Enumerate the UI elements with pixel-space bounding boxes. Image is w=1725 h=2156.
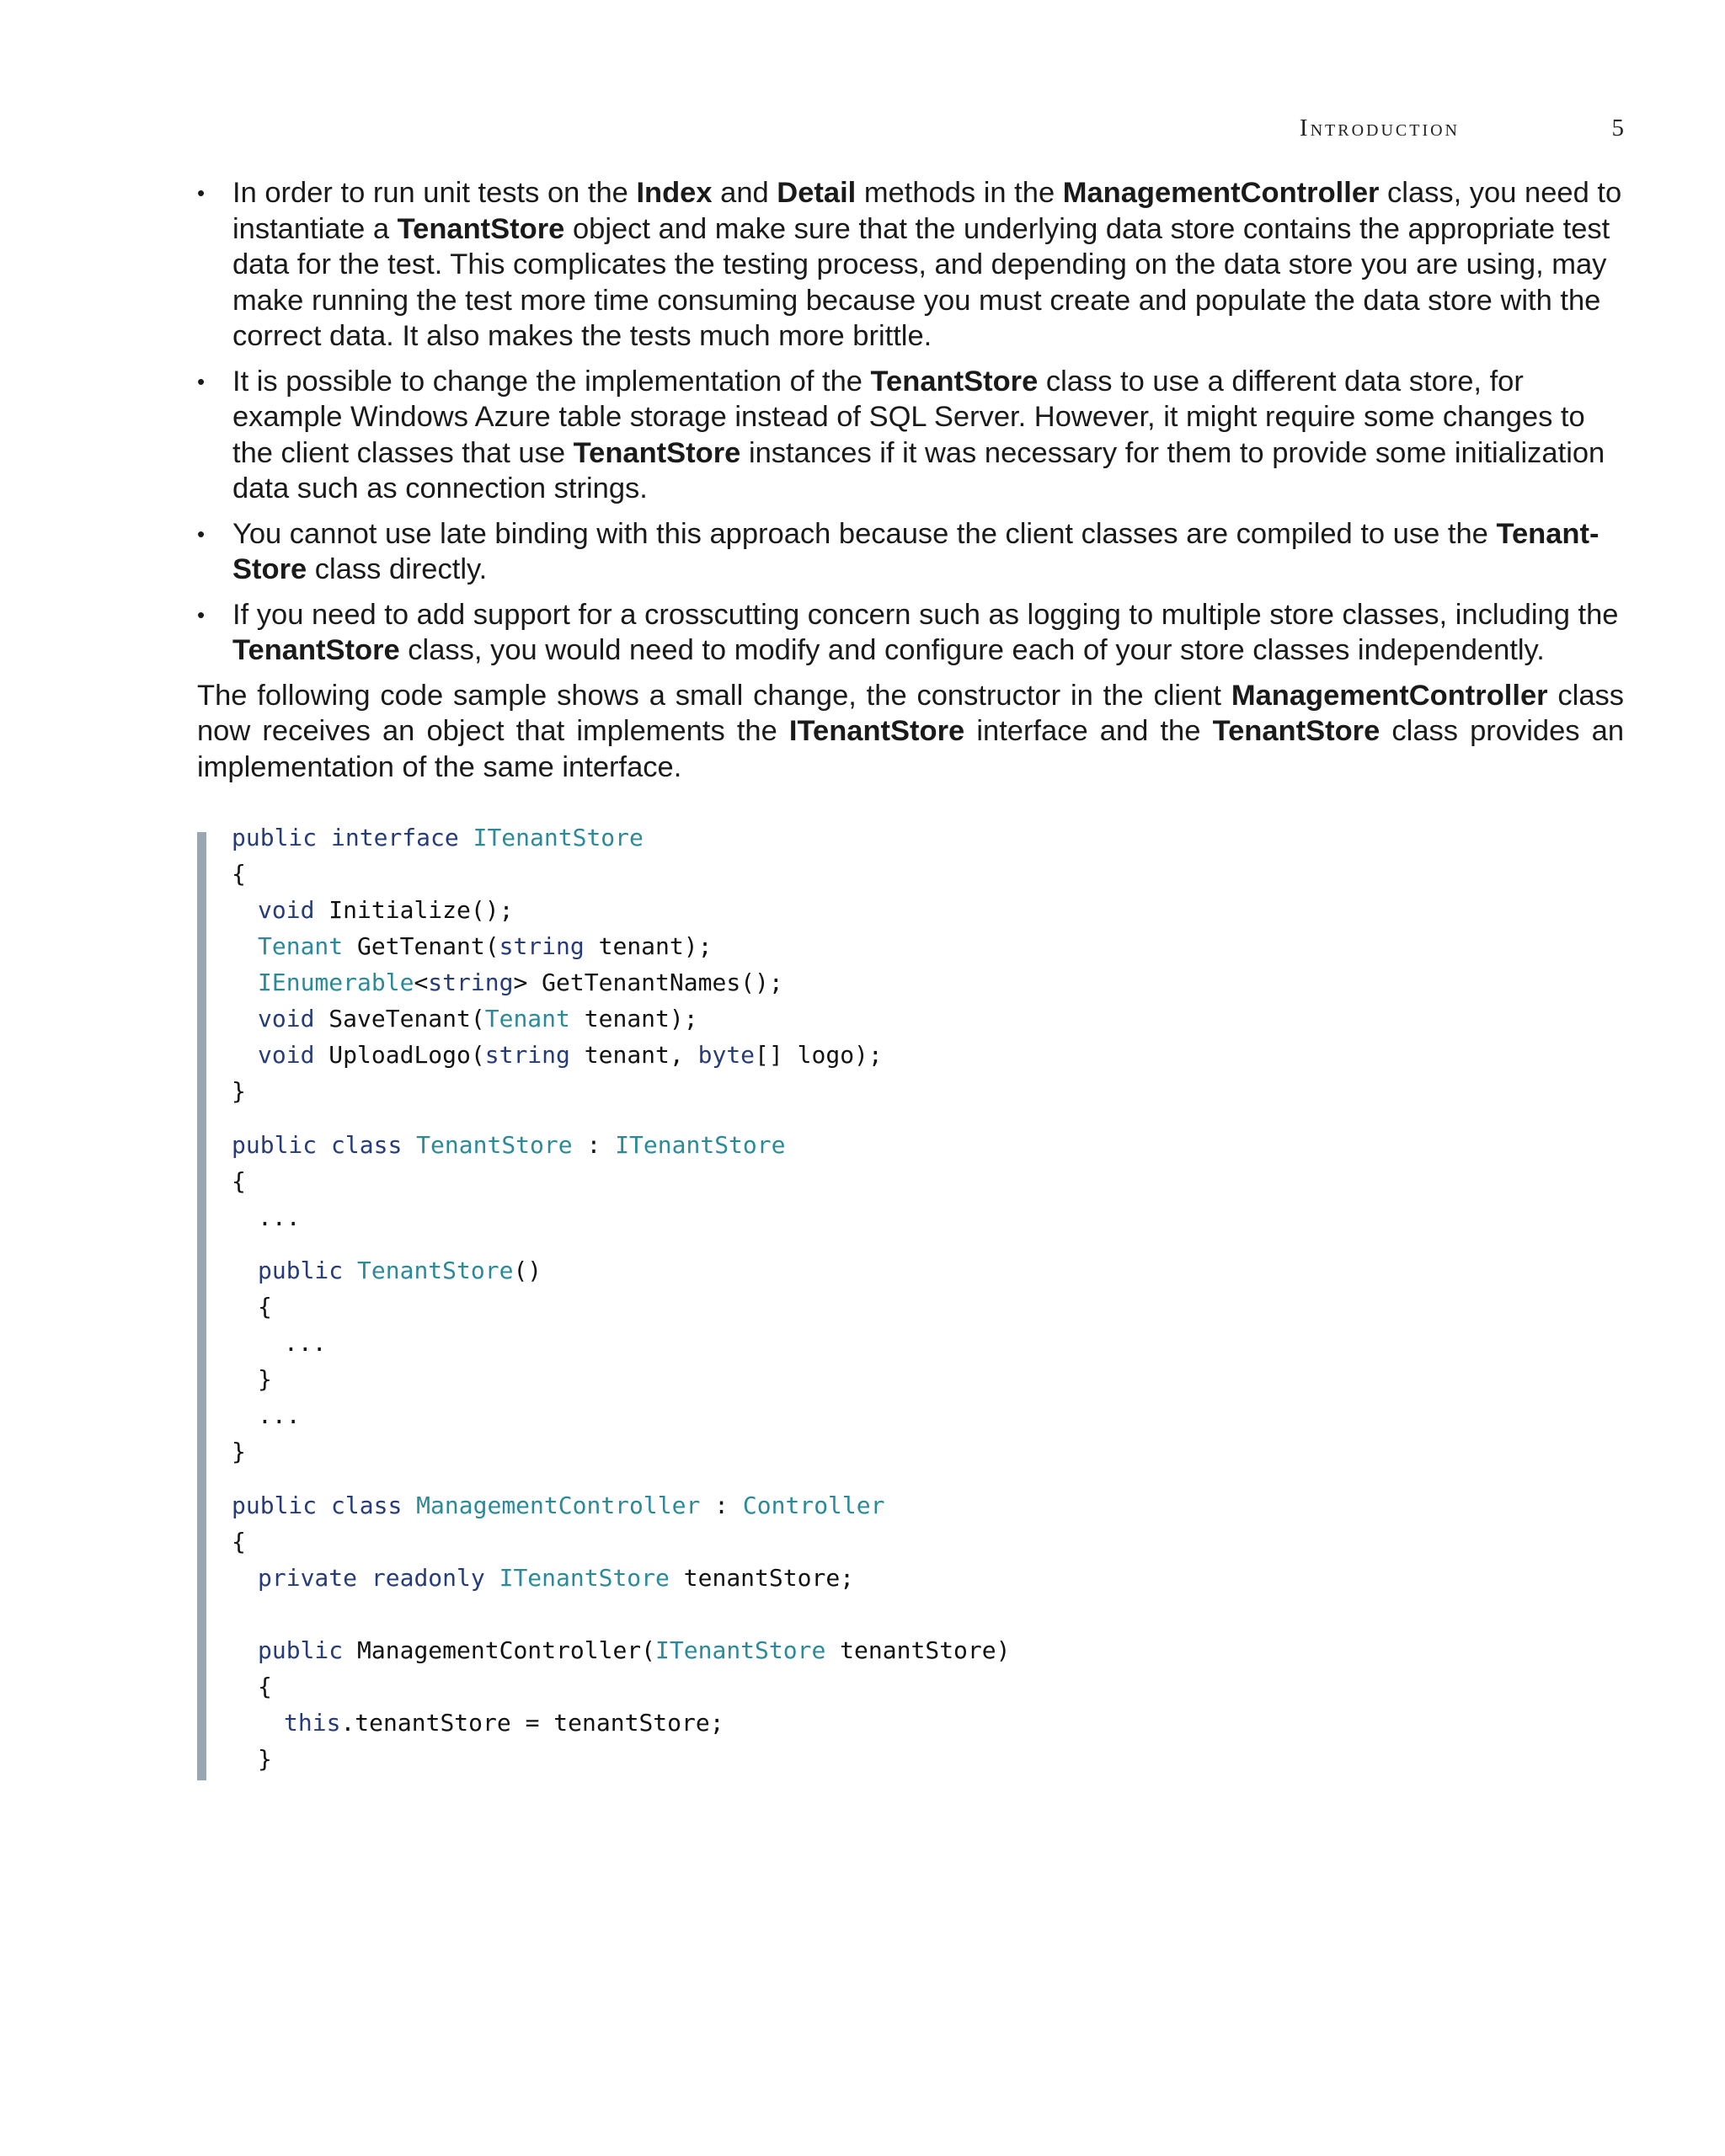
text-run: class provides an implementation of the same interface. — [197, 715, 1625, 783]
code-line — [232, 857, 246, 891]
code-text — [402, 1131, 416, 1159]
code-keyword: string — [428, 969, 514, 996]
code-type: ITenantStore — [615, 1131, 786, 1159]
code-text: [] logo); — [755, 1041, 883, 1069]
code-type: Tenant — [258, 932, 344, 960]
code-line — [258, 1363, 272, 1396]
bold-term: TenantStore — [573, 436, 741, 469]
code-sample — [197, 824, 1470, 1780]
code-type: ManagementController — [416, 1492, 701, 1519]
code-text: .tenantStore = tenantStore; — [340, 1709, 724, 1737]
code-text: { — [232, 1167, 246, 1195]
bold-term: TenantStore — [1212, 715, 1381, 747]
code-keyword: public — [232, 1131, 318, 1159]
code-keyword: private — [258, 1564, 358, 1592]
code-keyword: string — [499, 932, 585, 960]
code-text — [485, 1564, 499, 1592]
code-line — [232, 1435, 246, 1469]
code-text: tenant, — [569, 1041, 698, 1069]
code-line — [258, 1742, 272, 1776]
bold-term: Detail — [777, 177, 857, 209]
code-text: } — [258, 1745, 272, 1773]
text-run: class, you would need to modify and configure each of your store classes independently. — [399, 634, 1545, 666]
code-line — [258, 1670, 272, 1704]
code-type: ITenantStore — [473, 824, 644, 851]
bullet-icon: • — [197, 601, 206, 627]
bold-term: TenantStore — [397, 212, 565, 245]
code-text: > GetTenantNames(); — [513, 969, 783, 996]
code-text — [343, 1257, 357, 1284]
text-run: methods in the — [856, 177, 1063, 209]
code-text: } — [258, 1365, 272, 1393]
code-keyword: readonly — [371, 1564, 485, 1592]
code-text: tenant); — [584, 932, 713, 960]
code-text — [317, 1492, 331, 1519]
bullet-item — [197, 597, 1624, 669]
code-text: GetTenant( — [343, 932, 499, 960]
code-line — [232, 1129, 785, 1162]
code-line — [258, 1002, 698, 1036]
code-type: Controller — [742, 1492, 885, 1519]
code-text: < — [414, 969, 429, 996]
code-keyword: interface — [331, 824, 459, 851]
code-keyword: byte — [697, 1041, 756, 1069]
code-text: } — [232, 1077, 246, 1105]
code-keyword: public — [258, 1636, 344, 1664]
code-keyword: public — [232, 824, 318, 851]
code-text: Initialize(); — [314, 896, 514, 924]
code-text: SaveTenant( — [314, 1005, 485, 1033]
code-text — [317, 824, 331, 851]
section-title: Introduction — [1299, 115, 1460, 141]
text-run: instances if it was necessary for them to provide some initialization data such as connection strings. — [232, 436, 1605, 504]
code-type: IEnumerable — [258, 969, 414, 996]
code-text: ... — [258, 1203, 301, 1231]
code-line — [258, 1290, 272, 1324]
code-line — [258, 1399, 301, 1433]
code-line — [258, 1201, 301, 1235]
bullet-item — [197, 516, 1624, 588]
code-keyword: this — [284, 1709, 341, 1737]
code-text: : — [700, 1492, 743, 1519]
code-text: { — [232, 1528, 246, 1556]
code-text — [357, 1564, 371, 1592]
body-text — [197, 175, 1624, 785]
code-text: tenant); — [569, 1005, 698, 1033]
text-run: You cannot use late binding with this approach because the client classes are compiled to use the — [232, 517, 1497, 550]
code-line — [284, 1706, 724, 1740]
bold-term: Tenant-Store — [232, 517, 1599, 585]
code-line — [232, 1075, 246, 1108]
code-line — [258, 1634, 1010, 1668]
code-text: { — [258, 1293, 272, 1321]
text-run: In order to run unit tests on the — [232, 177, 637, 209]
code-text — [459, 824, 473, 851]
bold-term: TenantStore — [870, 365, 1039, 398]
bullet-item — [197, 175, 1624, 355]
code-line — [258, 894, 513, 927]
text-run: and — [712, 177, 777, 209]
code-text — [402, 1492, 416, 1519]
code-line — [258, 1254, 542, 1288]
text-run: class directly. — [307, 553, 488, 585]
code-text: ManagementController( — [343, 1636, 656, 1664]
text-run: class now receives an object that implements the — [197, 679, 1625, 747]
code-type: Tenant — [484, 1005, 570, 1033]
code-text: ... — [284, 1329, 327, 1357]
code-text: { — [232, 860, 246, 888]
code-line — [284, 1326, 327, 1360]
code-keyword: class — [331, 1492, 403, 1519]
code-intro-paragraph — [197, 678, 1624, 786]
code-text: { — [258, 1673, 272, 1700]
code-text: ... — [258, 1401, 301, 1429]
code-line — [232, 1489, 884, 1523]
code-text: tenantStore) — [825, 1636, 1011, 1664]
code-keyword: public — [232, 1492, 318, 1519]
code-text: : — [572, 1131, 616, 1159]
code-keyword: void — [258, 896, 315, 924]
bold-term: Index — [636, 177, 713, 209]
text-run: object and make sure that the underlying data store contains the appropriate test data for the test. This complicates the testing process, and depending on the data store you are using, may make running the test more time consuming because you must create and populate the data store with the correct data. It also makes the tests much more brittle. — [232, 212, 1610, 352]
code-keyword: public — [258, 1257, 344, 1284]
code-keyword: class — [331, 1131, 403, 1159]
code-line — [232, 1525, 246, 1559]
code-text: } — [232, 1438, 246, 1465]
bullet-item — [197, 364, 1624, 507]
code-line — [258, 1561, 854, 1595]
bold-term: ITenantStore — [788, 715, 965, 747]
code-line — [232, 821, 644, 855]
bold-term: ManagementController — [1062, 177, 1380, 209]
bold-term: ManagementController — [1231, 679, 1548, 712]
text-run: class to use a different data store, for example Windows Azure table storage instead of SQL Server. However, it might require some changes to the client classes that use — [232, 365, 1585, 469]
code-text — [317, 1131, 331, 1159]
code-line — [258, 1038, 883, 1072]
text-run: If you need to add support for a crosscutting concern such as logging to multiple store classes, including the — [232, 598, 1619, 631]
code-type: ITenantStore — [499, 1564, 670, 1592]
running-head — [0, 115, 1725, 148]
text-run: It is possible to change the implementation of the — [232, 365, 871, 398]
code-type: TenantStore — [357, 1257, 514, 1284]
code-line — [232, 1165, 246, 1198]
code-text: () — [513, 1257, 542, 1284]
page-number: 5 — [1611, 115, 1624, 141]
bullet-icon: • — [197, 180, 206, 205]
bullet-icon: • — [197, 520, 206, 547]
code-type: TenantStore — [416, 1131, 573, 1159]
code-text: tenantStore; — [669, 1564, 855, 1592]
text-run: interface and the — [964, 715, 1213, 747]
code-keyword: string — [484, 1041, 570, 1069]
code-type: ITenantStore — [655, 1636, 826, 1664]
code-line — [258, 966, 783, 1000]
bullet-list — [197, 175, 1624, 669]
code-text: UploadLogo( — [314, 1041, 485, 1069]
text-run: The following code sample shows a small change, the constructor in the client — [197, 679, 1231, 712]
code-keyword: void — [258, 1041, 315, 1069]
code-line — [258, 930, 712, 963]
code-keyword: void — [258, 1005, 315, 1033]
bullet-icon: • — [197, 368, 206, 394]
text-run: class, you need to instantiate a — [232, 177, 1622, 245]
bold-term: TenantStore — [232, 634, 400, 666]
